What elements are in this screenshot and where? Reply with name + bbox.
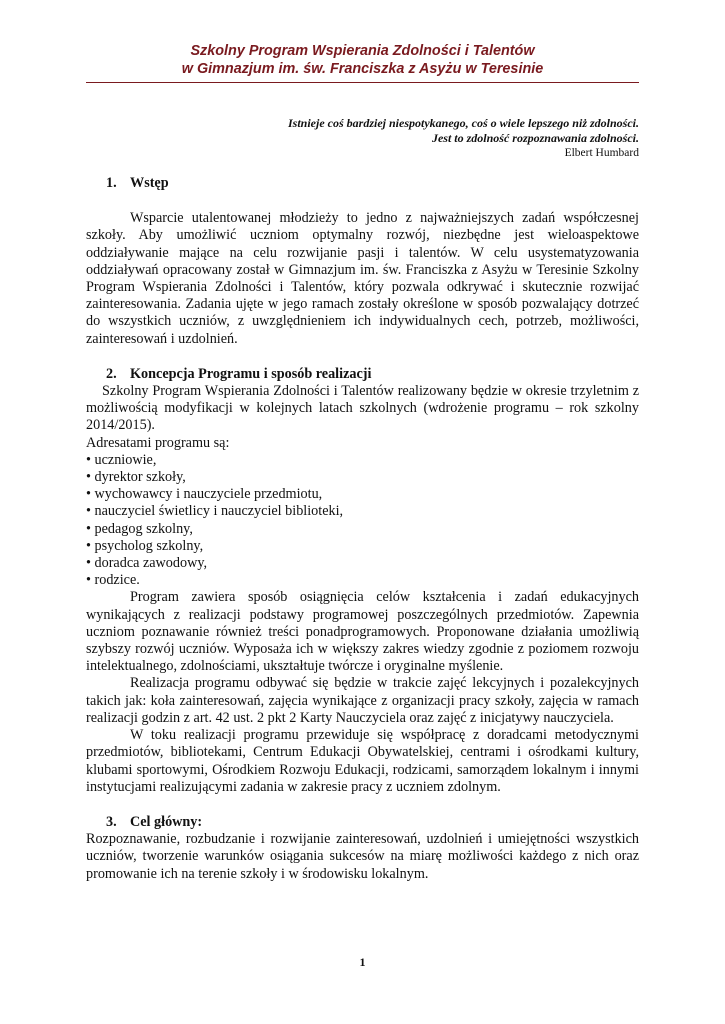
header-line-2: w Gimnazjum im. św. Franciszka z Asyżu w Teresinie [181, 61, 544, 77]
list-item: • pedagog szkolny, [86, 520, 193, 537]
epigraph-line-2: Jest to zdolność rozpoznawania zdolności. [431, 131, 639, 145]
epigraph-line-1: Istnieje coś bardziej niespotykanego, coś o wiele lepszego niż zdolności. [288, 116, 639, 130]
list-item: • dyrektor szkoły, [86, 469, 186, 486]
section-title-3: Cel główny: [130, 813, 203, 830]
section-number-1: 1. [106, 175, 117, 191]
addressees-list [86, 452, 639, 590]
document-body [86, 175, 639, 883]
section-heading-3 [86, 814, 639, 831]
list-item: • rodzice. [86, 572, 140, 589]
section-number-2: 2. [106, 365, 117, 382]
section-number-3: 3. [106, 813, 117, 830]
page-number: 1 [359, 955, 366, 969]
list-item: • nauczyciel świetlicy i nauczyciel biblioteki, [86, 503, 344, 520]
section-heading-2 [86, 366, 639, 383]
list-item: • doradca zawodowy, [86, 555, 208, 572]
running-header [0, 42, 725, 78]
section-2-paragraph-2: Program zawiera sposób osiągnięcia celów kształcenia i zadań edukacyjnych wynikających z realizacji podstawy programowej poszczególnych przedmiotów. Zapewnia uczniom poznawanie również treści ponadprogramowych. Proponowane działania umożliwią szybszy rozwój uczniów. Wyposaża ich w większy zakres wiedzy zgodnie z poziomem rozwoju intelektualnego, zdolnościami, ukształtuje twórcze i oryginalne myślenie. [86, 589, 639, 675]
section-1-paragraph: Wsparcie utalentowanej młodzieży to jedno z najważniejszych zadań współczesnej szkoły. Aby umożliwić uczniom optymalny rozwój, niezbędne jest wieloaspektowe oddziaływanie mające na celu rozwijanie pasji i talentów. W celu usystematyzowania oddziaływań opracowany został w Gimnazjum im. św. Franciszka z Asyżu w Teresinie Szkolny Program Wspierania Zdolności i Talentów, który pozwala odkrywać i skutecznie rozwijać zainteresowania. Zadania ujęte w jego ramach zostały określone w sposób pozwalający dotrzeć do wszystkich uczniów, z uwzględnieniem ich indywidualnych cech, potrzeb, możliwości, zainteresowań i uzdolnień. [86, 210, 639, 347]
header-rule [86, 82, 639, 83]
section-2-paragraph-1: Szkolny Program Wspierania Zdolności i Talentów realizowany będzie w okresie trzyletnim z możliwością modyfikacji w kolejnych latach szkolnych (wdrożenie programu – rok szkolny 2014/2015). [86, 383, 639, 434]
addressees-intro: Adresatami programu są: [86, 434, 230, 451]
section-3-paragraph: Rozpoznawanie, rozbudzanie i rozwijanie zainteresowań, uzdolnień i umiejętności wszystkich uczniów, tworzenie warunków osiągania sukcesów na miarę możliwości każdego z nich oraz promowanie ich na terenie szkoły i w środowisku lokalnym. [86, 831, 639, 882]
epigraph-author: Elbert Humbard [564, 147, 639, 159]
section-title-1: Wstęp [130, 175, 169, 191]
header-line-1: Szkolny Program Wspierania Zdolności i Talentów [190, 43, 535, 59]
list-item: • wychowawcy i nauczyciele przedmiotu, [86, 486, 323, 503]
section-2-paragraph-3: Realizacja programu odbywać się będzie w trakcie zajęć lekcyjnych i pozalekcyjnych takich jak: koła zainteresowań, zajęcia wynikające z organizacji pracy szkoły, zajęcia w ramach realizacji godzin z art. 42 ust. 2 pkt 2 Karty Nauczyciela oraz zajęć z inicjatywy nauczyciela. [86, 675, 639, 726]
list-item: • psycholog szkolny, [86, 537, 204, 554]
section-2-paragraph-4: W toku realizacji programu przewiduje się współpracę z doradcami metodycznymi przedmiotów, bibliotekami, Centrum Edukacji Obywatelskiej, centrami i ośrodkami kultury, klubami sportowymi, Ośrodkiem Rozwoju Edukacji, rodzicami, samorządem lokalnym i innymi instytucjami realizującymi zadania w zakresie pracy z uczniem zdolnym. [86, 727, 639, 795]
epigraph [288, 116, 639, 161]
section-heading-1 [86, 175, 639, 192]
section-title-2: Koncepcja Programu i sposób realizacji [130, 365, 372, 382]
list-item: • uczniowie, [86, 451, 157, 468]
